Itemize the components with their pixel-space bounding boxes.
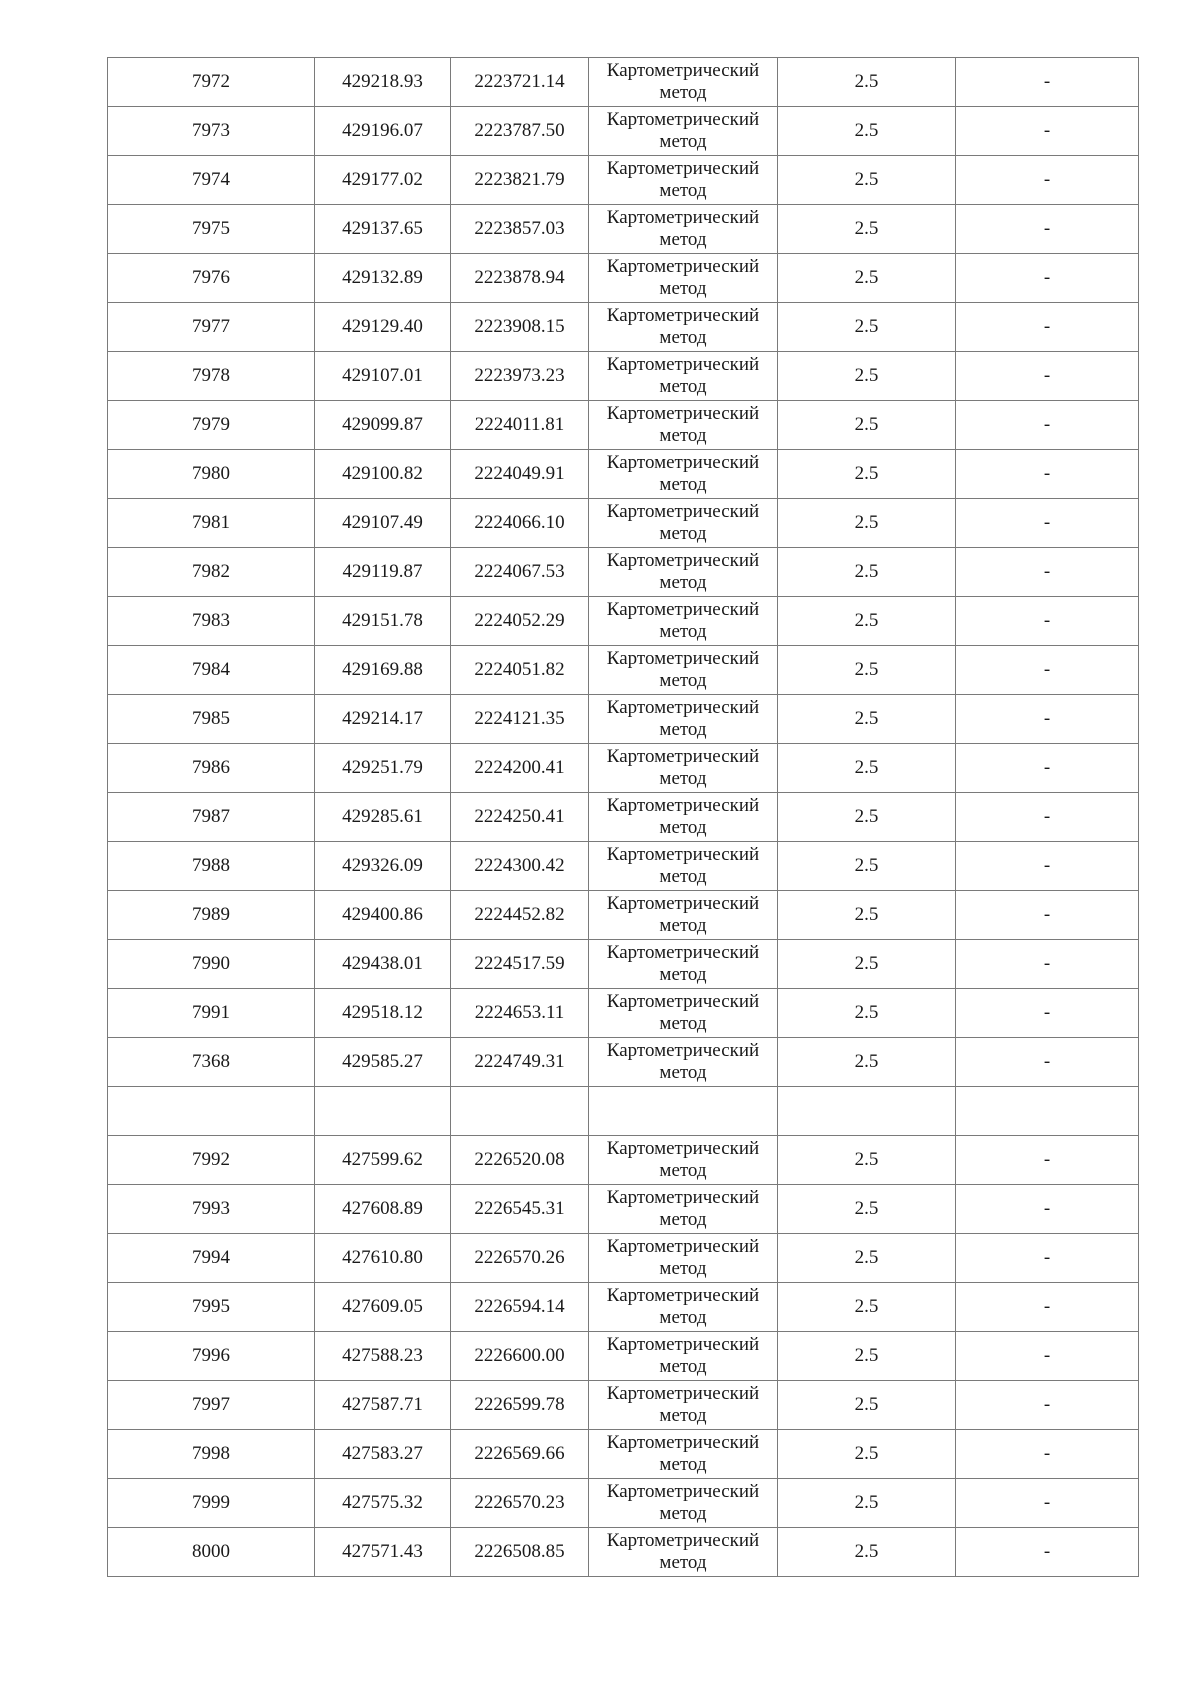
accuracy-cell: 2.5: [778, 1185, 956, 1234]
x-coordinate-cell: 429151.78: [315, 597, 451, 646]
point-number-cell: 7988: [108, 842, 315, 891]
accuracy-cell: 2.5: [778, 254, 956, 303]
method-cell: Картометрический метод: [589, 1136, 778, 1185]
accuracy-cell: 2.5: [778, 597, 956, 646]
note-cell: -: [956, 58, 1139, 107]
accuracy-cell: 2.5: [778, 156, 956, 205]
table-row: [108, 156, 1139, 205]
y-coordinate-cell: 2226599.78: [451, 1381, 589, 1430]
x-coordinate-cell: 429107.01: [315, 352, 451, 401]
y-coordinate-cell: 2224517.59: [451, 940, 589, 989]
table-row: [108, 401, 1139, 450]
x-coordinate-cell: 427610.80: [315, 1234, 451, 1283]
y-coordinate-cell: 2226508.85: [451, 1528, 589, 1577]
method-cell: Картометрический метод: [589, 989, 778, 1038]
point-number-cell: 7992: [108, 1136, 315, 1185]
method-cell: Картометрический метод: [589, 450, 778, 499]
y-coordinate-cell: 2226570.26: [451, 1234, 589, 1283]
x-coordinate-cell: 429107.49: [315, 499, 451, 548]
y-coordinate-cell: 2224067.53: [451, 548, 589, 597]
method-cell: Картометрический метод: [589, 1381, 778, 1430]
x-coordinate-cell: 427575.32: [315, 1479, 451, 1528]
note-cell: -: [956, 499, 1139, 548]
point-number-cell: 7999: [108, 1479, 315, 1528]
table-row: [108, 499, 1139, 548]
point-number-cell: 7998: [108, 1430, 315, 1479]
x-coordinate-cell: 427571.43: [315, 1528, 451, 1577]
note-cell: -: [956, 205, 1139, 254]
table-row: [108, 1430, 1139, 1479]
y-coordinate-cell: 2223908.15: [451, 303, 589, 352]
method-cell: Картометрический метод: [589, 254, 778, 303]
point-number-cell: 7977: [108, 303, 315, 352]
accuracy-cell: 2.5: [778, 107, 956, 156]
y-coordinate-cell: 2224250.41: [451, 793, 589, 842]
method-cell: Картометрический метод: [589, 548, 778, 597]
accuracy-cell: 2.5: [778, 450, 956, 499]
y-coordinate-cell: 2223878.94: [451, 254, 589, 303]
method-cell: Картометрический метод: [589, 1283, 778, 1332]
accuracy-cell: 2.5: [778, 499, 956, 548]
method-cell: Картометрический метод: [589, 1185, 778, 1234]
method-cell: Картометрический метод: [589, 303, 778, 352]
point-number-cell: 7994: [108, 1234, 315, 1283]
y-coordinate-cell: 2226569.66: [451, 1430, 589, 1479]
x-coordinate-cell: 429218.93: [315, 58, 451, 107]
method-cell: Картометрический метод: [589, 646, 778, 695]
y-coordinate-cell: 2224452.82: [451, 891, 589, 940]
table-row: [108, 597, 1139, 646]
point-number-cell: 7978: [108, 352, 315, 401]
table-row: [108, 1185, 1139, 1234]
coordinates-table: [107, 57, 1139, 1577]
accuracy-cell: 2.5: [778, 1528, 956, 1577]
point-number-cell: 7973: [108, 107, 315, 156]
y-coordinate-cell: 2224653.11: [451, 989, 589, 1038]
x-coordinate-cell: 429585.27: [315, 1038, 451, 1087]
point-number-cell: 7984: [108, 646, 315, 695]
method-cell: Картометрический метод: [589, 156, 778, 205]
accuracy-cell: 2.5: [778, 1381, 956, 1430]
accuracy-cell: 2.5: [778, 744, 956, 793]
note-cell: -: [956, 1283, 1139, 1332]
x-coordinate-cell: 429518.12: [315, 989, 451, 1038]
table-row: [108, 254, 1139, 303]
x-coordinate-cell: 429100.82: [315, 450, 451, 499]
x-coordinate-cell: 429438.01: [315, 940, 451, 989]
method-cell: Картометрический метод: [589, 597, 778, 646]
table-row: [108, 450, 1139, 499]
table-row: [108, 1234, 1139, 1283]
table-row: [108, 891, 1139, 940]
point-number-cell: 7990: [108, 940, 315, 989]
table-row: [108, 58, 1139, 107]
note-cell: [956, 1087, 1139, 1136]
note-cell: -: [956, 695, 1139, 744]
method-cell: Картометрический метод: [589, 1234, 778, 1283]
point-number-cell: 7997: [108, 1381, 315, 1430]
method-cell: Картометрический метод: [589, 107, 778, 156]
accuracy-cell: 2.5: [778, 1479, 956, 1528]
accuracy-cell: 2.5: [778, 1136, 956, 1185]
accuracy-cell: 2.5: [778, 401, 956, 450]
table-row: [108, 1087, 1139, 1136]
point-number-cell: 7976: [108, 254, 315, 303]
method-cell: [589, 1087, 778, 1136]
accuracy-cell: [778, 1087, 956, 1136]
table-row: [108, 1136, 1139, 1185]
y-coordinate-cell: 2224121.35: [451, 695, 589, 744]
x-coordinate-cell: 427608.89: [315, 1185, 451, 1234]
method-cell: Картометрический метод: [589, 401, 778, 450]
accuracy-cell: 2.5: [778, 646, 956, 695]
point-number-cell: 7986: [108, 744, 315, 793]
y-coordinate-cell: [451, 1087, 589, 1136]
accuracy-cell: 2.5: [778, 891, 956, 940]
x-coordinate-cell: 427583.27: [315, 1430, 451, 1479]
table-row: [108, 205, 1139, 254]
accuracy-cell: 2.5: [778, 1234, 956, 1283]
method-cell: Картометрический метод: [589, 842, 778, 891]
accuracy-cell: 2.5: [778, 58, 956, 107]
table-row: [108, 695, 1139, 744]
coordinates-table-body: [108, 58, 1139, 1577]
point-number-cell: 7982: [108, 548, 315, 597]
y-coordinate-cell: 2226545.31: [451, 1185, 589, 1234]
table-row: [108, 1332, 1139, 1381]
accuracy-cell: 2.5: [778, 1038, 956, 1087]
x-coordinate-cell: 429129.40: [315, 303, 451, 352]
x-coordinate-cell: 429285.61: [315, 793, 451, 842]
x-coordinate-cell: 427588.23: [315, 1332, 451, 1381]
x-coordinate-cell: 429177.02: [315, 156, 451, 205]
accuracy-cell: 2.5: [778, 1283, 956, 1332]
accuracy-cell: 2.5: [778, 205, 956, 254]
method-cell: Картометрический метод: [589, 1528, 778, 1577]
note-cell: -: [956, 1381, 1139, 1430]
x-coordinate-cell: 429251.79: [315, 744, 451, 793]
y-coordinate-cell: 2223721.14: [451, 58, 589, 107]
accuracy-cell: 2.5: [778, 548, 956, 597]
accuracy-cell: 2.5: [778, 940, 956, 989]
accuracy-cell: 2.5: [778, 989, 956, 1038]
table-row: [108, 940, 1139, 989]
method-cell: Картометрический метод: [589, 793, 778, 842]
method-cell: Картометрический метод: [589, 940, 778, 989]
x-coordinate-cell: 427609.05: [315, 1283, 451, 1332]
x-coordinate-cell: 429119.87: [315, 548, 451, 597]
accuracy-cell: 2.5: [778, 1332, 956, 1381]
y-coordinate-cell: 2223973.23: [451, 352, 589, 401]
method-cell: Картометрический метод: [589, 891, 778, 940]
note-cell: -: [956, 842, 1139, 891]
table-row: [108, 107, 1139, 156]
x-coordinate-cell: 429169.88: [315, 646, 451, 695]
point-number-cell: 7980: [108, 450, 315, 499]
table-row: [108, 303, 1139, 352]
table-row: [108, 548, 1139, 597]
x-coordinate-cell: 429137.65: [315, 205, 451, 254]
note-cell: -: [956, 401, 1139, 450]
point-number-cell: [108, 1087, 315, 1136]
y-coordinate-cell: 2224051.82: [451, 646, 589, 695]
note-cell: -: [956, 156, 1139, 205]
y-coordinate-cell: 2223857.03: [451, 205, 589, 254]
x-coordinate-cell: 429326.09: [315, 842, 451, 891]
point-number-cell: 7981: [108, 499, 315, 548]
table-row: [108, 842, 1139, 891]
table-row: [108, 646, 1139, 695]
accuracy-cell: 2.5: [778, 793, 956, 842]
note-cell: -: [956, 940, 1139, 989]
note-cell: -: [956, 1479, 1139, 1528]
method-cell: Картометрический метод: [589, 58, 778, 107]
method-cell: Картометрический метод: [589, 1430, 778, 1479]
accuracy-cell: 2.5: [778, 842, 956, 891]
method-cell: Картометрический метод: [589, 1479, 778, 1528]
table-row: [108, 989, 1139, 1038]
y-coordinate-cell: 2224300.42: [451, 842, 589, 891]
accuracy-cell: 2.5: [778, 303, 956, 352]
point-number-cell: 7993: [108, 1185, 315, 1234]
table-row: [108, 1283, 1139, 1332]
note-cell: -: [956, 107, 1139, 156]
method-cell: Картометрический метод: [589, 352, 778, 401]
note-cell: -: [956, 891, 1139, 940]
point-number-cell: 7996: [108, 1332, 315, 1381]
y-coordinate-cell: 2226594.14: [451, 1283, 589, 1332]
method-cell: Картометрический метод: [589, 695, 778, 744]
y-coordinate-cell: 2224049.91: [451, 450, 589, 499]
note-cell: -: [956, 1038, 1139, 1087]
table-row: [108, 1528, 1139, 1577]
method-cell: Картометрический метод: [589, 1038, 778, 1087]
y-coordinate-cell: 2224066.10: [451, 499, 589, 548]
y-coordinate-cell: 2224011.81: [451, 401, 589, 450]
y-coordinate-cell: 2223821.79: [451, 156, 589, 205]
y-coordinate-cell: 2226520.08: [451, 1136, 589, 1185]
point-number-cell: 7995: [108, 1283, 315, 1332]
point-number-cell: 8000: [108, 1528, 315, 1577]
point-number-cell: 7985: [108, 695, 315, 744]
note-cell: -: [956, 548, 1139, 597]
table-row: [108, 1381, 1139, 1430]
point-number-cell: 7972: [108, 58, 315, 107]
method-cell: Картометрический метод: [589, 744, 778, 793]
method-cell: Картометрический метод: [589, 499, 778, 548]
x-coordinate-cell: 429214.17: [315, 695, 451, 744]
note-cell: -: [956, 597, 1139, 646]
method-cell: Картометрический метод: [589, 1332, 778, 1381]
point-number-cell: 7979: [108, 401, 315, 450]
accuracy-cell: 2.5: [778, 1430, 956, 1479]
point-number-cell: 7983: [108, 597, 315, 646]
table-row: [108, 744, 1139, 793]
note-cell: -: [956, 1185, 1139, 1234]
note-cell: -: [956, 1430, 1139, 1479]
x-coordinate-cell: 429196.07: [315, 107, 451, 156]
accuracy-cell: 2.5: [778, 695, 956, 744]
note-cell: -: [956, 303, 1139, 352]
y-coordinate-cell: 2224052.29: [451, 597, 589, 646]
note-cell: -: [956, 254, 1139, 303]
x-coordinate-cell: [315, 1087, 451, 1136]
y-coordinate-cell: 2224749.31: [451, 1038, 589, 1087]
accuracy-cell: 2.5: [778, 352, 956, 401]
table-row: [108, 1038, 1139, 1087]
note-cell: -: [956, 1234, 1139, 1283]
note-cell: -: [956, 1332, 1139, 1381]
note-cell: -: [956, 744, 1139, 793]
table-row: [108, 352, 1139, 401]
x-coordinate-cell: 429132.89: [315, 254, 451, 303]
y-coordinate-cell: 2226600.00: [451, 1332, 589, 1381]
x-coordinate-cell: 427599.62: [315, 1136, 451, 1185]
x-coordinate-cell: 427587.71: [315, 1381, 451, 1430]
point-number-cell: 7975: [108, 205, 315, 254]
note-cell: -: [956, 1528, 1139, 1577]
note-cell: -: [956, 793, 1139, 842]
y-coordinate-cell: 2226570.23: [451, 1479, 589, 1528]
note-cell: -: [956, 989, 1139, 1038]
x-coordinate-cell: 429099.87: [315, 401, 451, 450]
point-number-cell: 7991: [108, 989, 315, 1038]
table-row: [108, 793, 1139, 842]
note-cell: -: [956, 352, 1139, 401]
note-cell: -: [956, 450, 1139, 499]
point-number-cell: 7989: [108, 891, 315, 940]
point-number-cell: 7987: [108, 793, 315, 842]
point-number-cell: 7974: [108, 156, 315, 205]
y-coordinate-cell: 2224200.41: [451, 744, 589, 793]
point-number-cell: 7368: [108, 1038, 315, 1087]
x-coordinate-cell: 429400.86: [315, 891, 451, 940]
y-coordinate-cell: 2223787.50: [451, 107, 589, 156]
table-row: [108, 1479, 1139, 1528]
note-cell: -: [956, 1136, 1139, 1185]
method-cell: Картометрический метод: [589, 205, 778, 254]
note-cell: -: [956, 646, 1139, 695]
